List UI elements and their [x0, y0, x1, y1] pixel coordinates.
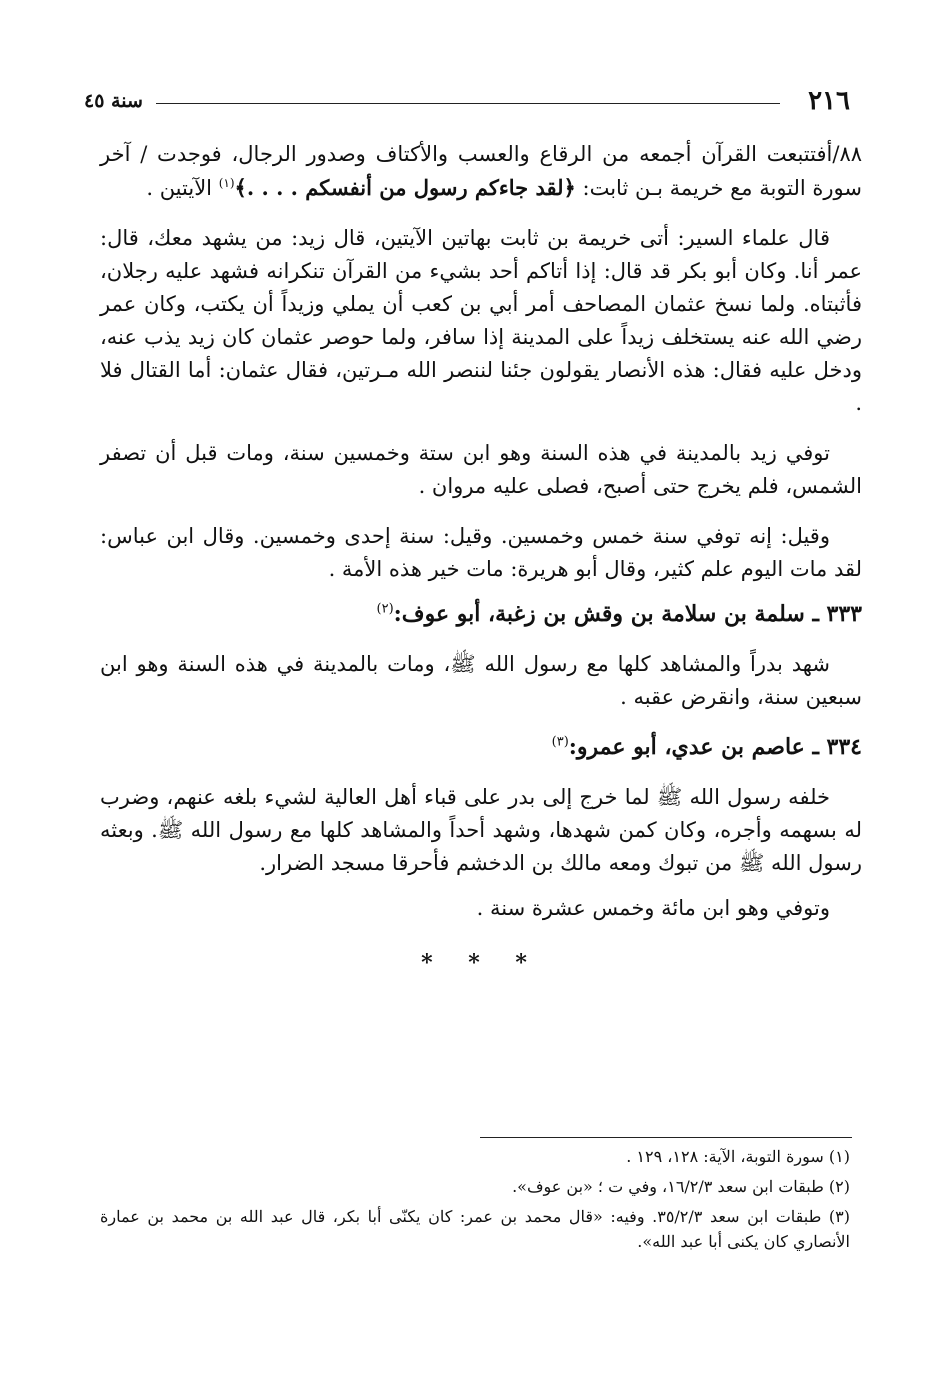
main-text: [100, 138, 862, 986]
page-number: ٢١٦: [808, 86, 850, 116]
page-header: [84, 84, 850, 124]
footnote-ref-3: (٣): [551, 734, 569, 750]
footnote-ref-1: (١): [218, 176, 235, 190]
entry-heading-text: ٣٣٣ ـ سلمة بن سلامة بن وقش بن زغبة، أبو عوف:: [393, 601, 862, 627]
paragraph-asim-death: وتوفي وهو ابن مائة وخمس عشرة سنة .: [476, 896, 830, 920]
paragraph-alternative-dates: وقيل: إنه توفي سنة خمس وخمسين. وقيل: سنة إحدى وخمسين. وقال ابن عباس: لقد مات اليوم علم كثير، وقال أبو هريرة: مات خير هذه الأمة .: [100, 524, 862, 581]
paragraph-death-zayd: توفي زيد بالمدينة في هذه السنة وهو ابن ستة وخمسين سنة، ومات قبل أن تصفر الشمس، فلم يخرج حتى أصبح، فصلى عليه مروان .: [100, 441, 862, 498]
entry-heading-333: [100, 598, 862, 631]
footnote-rule: [480, 1137, 852, 1138]
paragraph-asim: خلفه رسول الله ﷺ لما خرج إلى بدر على قباء أهل العالية لشيء بلغه عنهم، وضرب له بسهمه وأجره، وكان كمن شهدها، وشهد أحداً والمشاهد كلها مع رسول الله ﷺ. وبعثه رسول الله ﷺ من تبوك ومعه مالك بن الدخشم فأحرقا مسجد الضرار.: [100, 785, 862, 875]
entry-heading-text: ٣٣٤ ـ عاصم بن عدي، أبو عمرو:: [568, 734, 862, 760]
footnote-3: (٣) طبقات ابن سعد ٣٥/٢/٣. وفيه: «قال محمد بن عمر: كان يكنّى أبا بكر، قال عبد الله بن محمد بن عمارة الأنصاري كان يكنى أبا عبد الله».: [100, 1207, 850, 1251]
section-separator: * * *: [421, 950, 541, 976]
footnote-2: (٢) طبقات ابن سعد ١٦/٢/٣، وفي ت ؛ «بن عوف».: [512, 1177, 850, 1196]
paragraph-salama: شهد بدراً والمشاهد كلها مع رسول الله ﷺ، ومات بالمدينة في هذه السنة وهو ابن سبعين سنة، وانقرض عقبه .: [100, 652, 862, 709]
footnote-1: (١) سورة التوبة، الآية: ١٢٨، ١٢٩ .: [626, 1147, 850, 1166]
paragraph-text: فتتبعت القرآن أجمعه من الرقاع والعسب والأكتاف وصدور الرجال، فوجدت / آخر سورة التوبة مع خريمة بـن ثابت:: [100, 142, 862, 200]
quran-quote: ﴿لقد جاءكم رسول من أنفسكم . . . .﴾: [234, 175, 576, 200]
paragraph-manuscript-folio: [100, 138, 862, 205]
header-rule: [156, 103, 780, 104]
footnote-ref-2: (٢): [376, 601, 394, 617]
paragraph-ulama-siyar: قال علماء السير: أتى خريمة بن ثابت بهاتين الآيتين، قال زيد: من يشهد معك، قال: عمر أنا. وكان أبو بكر قد قال: إذا أتاكم أحد بشيء من القرآن تنكرانه فشهد عليه رجلان، فأثبتاه. ولما نسخ عثمان المصاحف أمر أبي بن كعب أن يملي وزيداً أن يكتب، وكان عمر رضي الله عنه يستخلف زيداً على المدينة إذا سافر، ولما حوصر عثمان كان زيد يذب عنه، ودخل عليه فقال: هذه الأنصار يقولون جئنا لننصر الله مـرتين، فقال عثمان: أما القتال فلا .: [100, 226, 862, 415]
entry-heading-334: [100, 731, 862, 764]
footnotes: [100, 1144, 850, 1259]
marginal-folio-marker: ٨٨/أ: [826, 142, 862, 166]
paragraph-text-end: الآيتين .: [146, 176, 219, 200]
running-head: سنة ٤٥: [84, 90, 143, 112]
